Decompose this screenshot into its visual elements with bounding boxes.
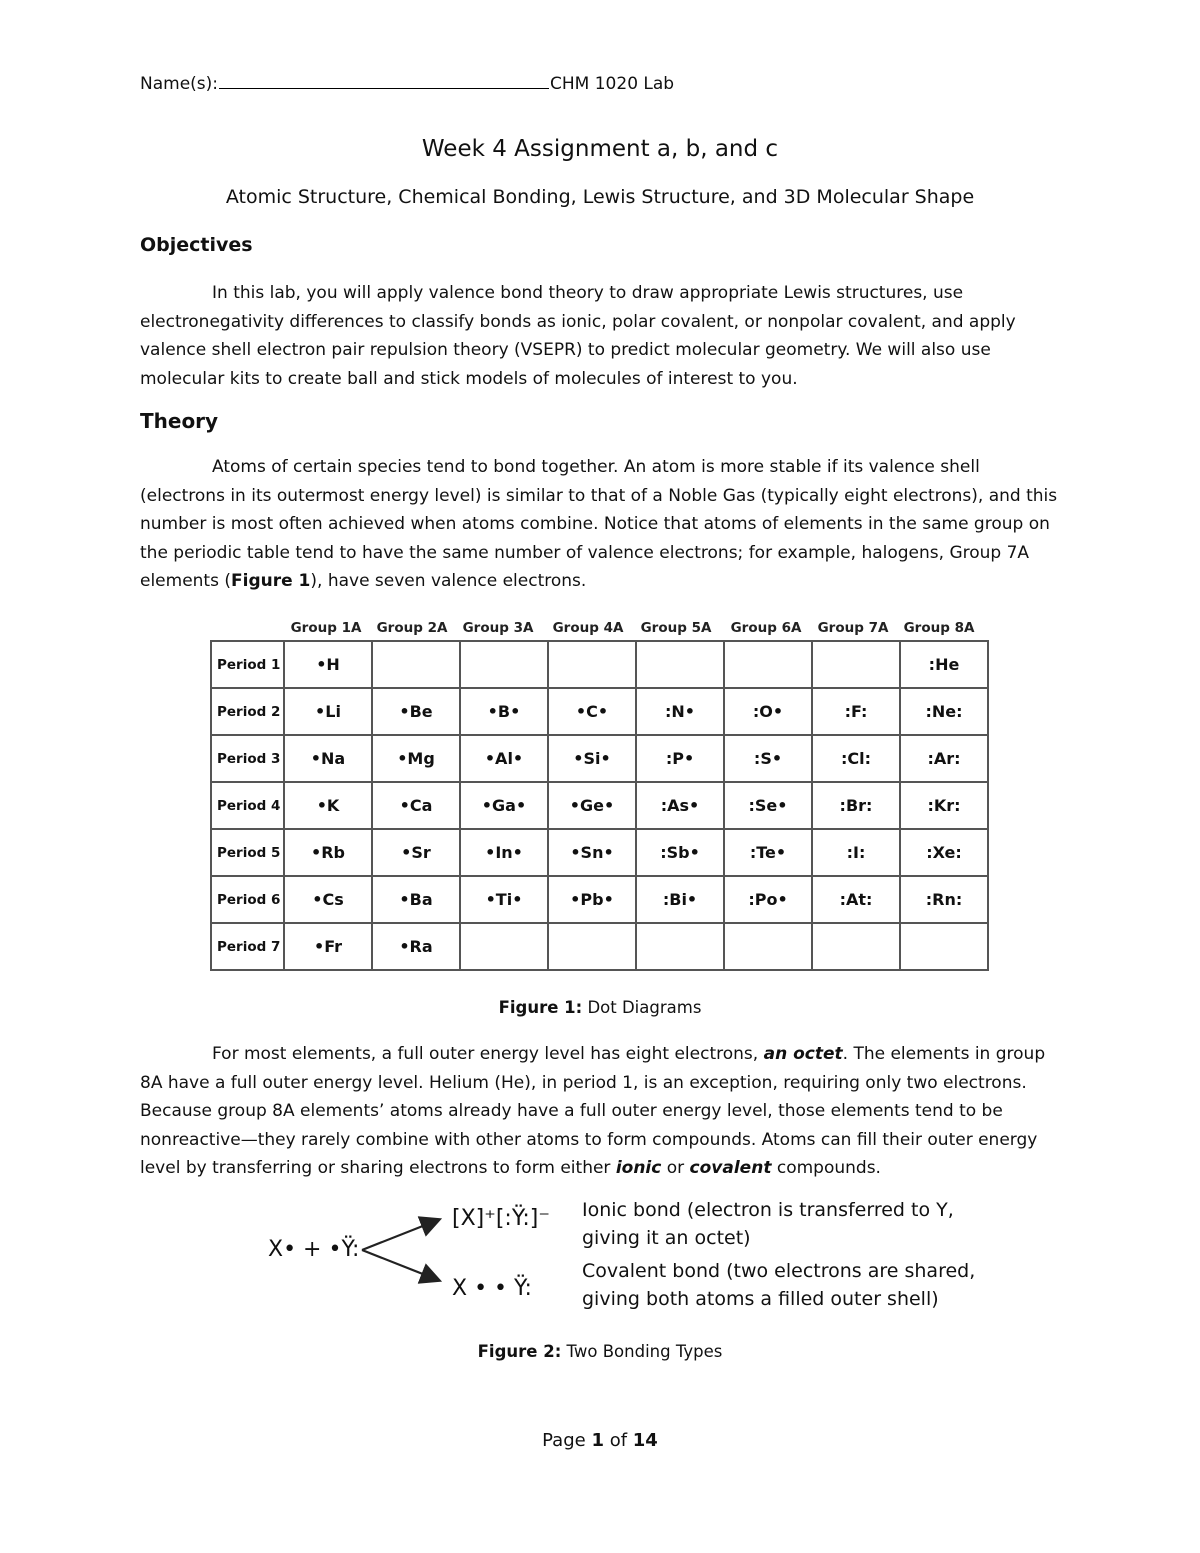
element-dot-cell bbox=[460, 641, 548, 688]
element-symbol: :F: bbox=[844, 702, 868, 721]
element-symbol: :Cl: bbox=[840, 749, 872, 768]
element-symbol: :At: bbox=[839, 890, 873, 909]
element-symbol: •Al• bbox=[484, 749, 524, 768]
course-label: CHM 1020 Lab bbox=[550, 74, 675, 94]
ionic-term: ionic bbox=[615, 1158, 662, 1179]
element-symbol: :Br: bbox=[839, 796, 873, 815]
arrow-to-ionic bbox=[362, 1220, 438, 1250]
element-dot-cell bbox=[372, 688, 460, 735]
element-symbol: :Ne: bbox=[925, 702, 963, 721]
element-dot-cell bbox=[636, 641, 724, 688]
figure-2-caption bbox=[0, 1342, 1200, 1361]
caption-text: Dot Diagrams bbox=[582, 998, 702, 1017]
theory-paragraph-1 bbox=[140, 453, 1060, 596]
theory-paragraph-2 bbox=[140, 1040, 1060, 1183]
element-symbol: :Rn: bbox=[925, 890, 963, 909]
element-dot-cell bbox=[812, 688, 900, 735]
group-label: Group 1A bbox=[290, 620, 362, 636]
period-label: Period 4 bbox=[211, 782, 284, 829]
element-symbol: :He bbox=[928, 655, 960, 674]
element-dot-cell bbox=[460, 688, 548, 735]
element-dot-cell bbox=[636, 782, 724, 829]
element-symbol: •Ca bbox=[399, 796, 433, 815]
period-row bbox=[211, 641, 988, 688]
element-dot-cell bbox=[812, 641, 900, 688]
element-symbol: •B• bbox=[487, 702, 521, 721]
element-symbol: :Bi• bbox=[662, 890, 698, 909]
element-symbol: •Ge• bbox=[569, 796, 615, 815]
element-dot-cell bbox=[812, 735, 900, 782]
element-symbol: •Na bbox=[310, 749, 346, 768]
element-dot-cell bbox=[900, 735, 988, 782]
element-dot-cell bbox=[372, 735, 460, 782]
ionic-note-line: Ionic bond (electron is transferred to Y, bbox=[582, 1199, 954, 1221]
element-dot-cell bbox=[724, 923, 812, 970]
element-symbol: :Kr: bbox=[927, 796, 961, 815]
period-label: Period 5 bbox=[211, 829, 284, 876]
period-label: Period 6 bbox=[211, 876, 284, 923]
element-dot-cell bbox=[900, 829, 988, 876]
arrow-to-covalent bbox=[362, 1250, 438, 1280]
element-symbol: •C• bbox=[575, 702, 609, 721]
element-dot-cell bbox=[460, 923, 548, 970]
element-dot-cell bbox=[372, 876, 460, 923]
element-symbol: :O• bbox=[752, 702, 784, 721]
element-symbol: :Te• bbox=[749, 843, 787, 862]
element-symbol: •Li bbox=[315, 702, 341, 721]
period-row bbox=[211, 923, 988, 970]
element-dot-cell bbox=[636, 688, 724, 735]
ionic-product: [X]⁺[:Ÿ:]⁻ bbox=[452, 1206, 550, 1231]
element-dot-cell bbox=[548, 829, 636, 876]
theory-heading: Theory bbox=[140, 409, 219, 433]
name-blank-line[interactable] bbox=[219, 72, 549, 89]
group-label: Group 5A bbox=[640, 620, 712, 636]
total-pages: 14 bbox=[632, 1430, 658, 1451]
element-dot-cell bbox=[724, 641, 812, 688]
element-dot-cell bbox=[812, 923, 900, 970]
element-dot-cell bbox=[900, 923, 988, 970]
document-subtitle: Atomic Structure, Chemical Bonding, Lewis Structure, and 3D Molecular Shape bbox=[225, 186, 975, 208]
element-symbol: :Ar: bbox=[927, 749, 961, 768]
ionic-note-line: giving it an octet) bbox=[582, 1227, 751, 1249]
element-symbol: •Ba bbox=[399, 890, 433, 909]
element-symbol: •Mg bbox=[397, 749, 435, 768]
objectives-heading: Objectives bbox=[140, 234, 253, 256]
element-symbol: :Po• bbox=[748, 890, 788, 909]
element-symbol: :Sb• bbox=[660, 843, 700, 862]
element-dot-cell bbox=[284, 923, 372, 970]
element-symbol: :N• bbox=[664, 702, 695, 721]
element-dot-cell bbox=[636, 829, 724, 876]
element-dot-cell bbox=[284, 829, 372, 876]
period-label: Period 2 bbox=[211, 688, 284, 735]
theory-text: . The elements in group 8A have a full outer energy level. Helium (He), in period 1, is an exception, requiring only two electrons. Because group 8A elements’ atoms already have a full outer energy level, those elements tend to be nonreactive—they rarely combine with other atoms to form compounds. Atoms can fill their outer energy level by transferring or sharing electrons to form either bbox=[140, 1044, 1046, 1179]
covalent-note-line: Covalent bond (two electrons are shared, bbox=[582, 1260, 976, 1282]
element-dot-cell bbox=[900, 876, 988, 923]
ionic-note bbox=[582, 1196, 954, 1252]
element-symbol: :Se• bbox=[748, 796, 788, 815]
figure-1-reference: Figure 1 bbox=[231, 571, 311, 592]
element-dot-cell bbox=[284, 782, 372, 829]
objectives-paragraph bbox=[140, 279, 1060, 393]
element-dot-cell bbox=[900, 688, 988, 735]
reaction-arrows bbox=[358, 1210, 448, 1290]
period-row bbox=[211, 735, 988, 782]
element-dot-cell bbox=[724, 688, 812, 735]
element-dot-cell bbox=[724, 829, 812, 876]
element-dot-cell bbox=[636, 923, 724, 970]
group-label: Group 7A bbox=[817, 620, 889, 636]
element-symbol: •K bbox=[316, 796, 340, 815]
element-dot-cell bbox=[900, 782, 988, 829]
group-label: Group 2A bbox=[376, 620, 448, 636]
element-dot-cell bbox=[460, 876, 548, 923]
element-symbol: •Ga• bbox=[481, 796, 527, 815]
page-number bbox=[0, 1430, 1200, 1451]
reactants-expression: X• + •Ÿ: bbox=[268, 1237, 360, 1262]
theory-text: For most elements, a full outer energy level has eight electrons, bbox=[212, 1044, 764, 1064]
element-dot-cell bbox=[812, 876, 900, 923]
element-symbol: :S• bbox=[753, 749, 783, 768]
element-symbol: •Cs bbox=[312, 890, 344, 909]
document-title: Week 4 Assignment a, b, and c bbox=[421, 136, 779, 162]
element-dot-cell bbox=[636, 735, 724, 782]
objectives-text: In this lab, you will apply valence bond theory to draw appropriate Lewis structures, use electronegativity differences to classify bonds as ionic, polar covalent, or nonpolar covalent, and apply valence shell electron pair repulsion theory (VSEPR) to predict molecular geometry. We will also use molecular kits to create ball and stick models of molecules of interest to you. bbox=[140, 283, 1016, 389]
period-row bbox=[211, 876, 988, 923]
element-dot-cell bbox=[724, 735, 812, 782]
period-label: Period 3 bbox=[211, 735, 284, 782]
element-dot-cell bbox=[548, 641, 636, 688]
period-row bbox=[211, 782, 988, 829]
figure-1-caption bbox=[0, 998, 1200, 1017]
element-symbol: •Pb• bbox=[570, 890, 614, 909]
group-label: Group 3A bbox=[462, 620, 534, 636]
element-dot-cell bbox=[548, 735, 636, 782]
dot-diagram-table bbox=[210, 640, 989, 971]
element-symbol: •Ti• bbox=[485, 890, 523, 909]
page-header bbox=[140, 72, 674, 94]
element-dot-cell bbox=[636, 876, 724, 923]
element-dot-cell bbox=[460, 829, 548, 876]
element-symbol: •Ra bbox=[399, 937, 433, 956]
element-dot-cell bbox=[460, 735, 548, 782]
element-symbol: •Be bbox=[399, 702, 433, 721]
period-label: Period 1 bbox=[211, 641, 284, 688]
element-symbol: •In• bbox=[485, 843, 523, 862]
covalent-note bbox=[582, 1257, 975, 1313]
element-dot-cell bbox=[548, 688, 636, 735]
element-symbol: •Fr bbox=[313, 937, 343, 956]
group-label: Group 4A bbox=[552, 620, 624, 636]
current-page: 1 bbox=[591, 1430, 604, 1451]
element-dot-cell bbox=[372, 782, 460, 829]
element-dot-cell bbox=[372, 829, 460, 876]
element-symbol: :P• bbox=[665, 749, 695, 768]
element-dot-cell bbox=[812, 782, 900, 829]
group-label: Group 8A bbox=[903, 620, 975, 636]
element-dot-cell bbox=[548, 782, 636, 829]
element-dot-cell bbox=[284, 688, 372, 735]
element-symbol: •Sn• bbox=[570, 843, 614, 862]
caption-label: Figure 2: bbox=[477, 1342, 562, 1361]
element-dot-cell bbox=[548, 923, 636, 970]
element-dot-cell bbox=[284, 641, 372, 688]
element-dot-cell bbox=[900, 641, 988, 688]
period-label: Period 7 bbox=[211, 923, 284, 970]
theory-text: compounds. bbox=[771, 1158, 881, 1179]
theory-text: Atoms of certain species tend to bond together. An atom is more stable if its valence shell (electrons in its outermost energy level) is similar to that of a Noble Gas (typically eight electrons), and this number is most often achieved when atoms combine. Notice that atoms of elements in the same group on the periodic table tend to have the same number of valence electrons; for example, halogens, Group 7A elements ( bbox=[140, 457, 1058, 592]
page-of: of bbox=[603, 1430, 633, 1451]
covalent-term: covalent bbox=[689, 1158, 772, 1179]
element-dot-cell bbox=[284, 876, 372, 923]
element-dot-cell bbox=[372, 641, 460, 688]
element-dot-cell bbox=[460, 782, 548, 829]
element-dot-cell bbox=[284, 735, 372, 782]
element-symbol: •Si• bbox=[573, 749, 611, 768]
element-symbol: •Rb bbox=[311, 843, 345, 862]
element-symbol: :I: bbox=[846, 843, 866, 862]
element-symbol: •H bbox=[316, 655, 340, 674]
element-symbol: :As• bbox=[660, 796, 700, 815]
octet-term: an octet bbox=[763, 1044, 843, 1064]
element-symbol: :Xe: bbox=[926, 843, 962, 862]
covalent-product: X • • Ÿ: bbox=[452, 1276, 532, 1301]
caption-text: Two Bonding Types bbox=[561, 1342, 723, 1361]
period-row bbox=[211, 829, 988, 876]
name-label: Name(s): bbox=[140, 74, 219, 94]
theory-text: ), have seven valence electrons. bbox=[310, 571, 587, 592]
period-row bbox=[211, 688, 988, 735]
page-prefix: Page bbox=[542, 1430, 592, 1451]
caption-label: Figure 1: bbox=[498, 998, 583, 1017]
theory-text: or bbox=[661, 1158, 690, 1179]
element-symbol: •Sr bbox=[401, 843, 431, 862]
element-dot-cell bbox=[724, 782, 812, 829]
element-dot-cell bbox=[812, 829, 900, 876]
element-dot-cell bbox=[724, 876, 812, 923]
group-label: Group 6A bbox=[730, 620, 802, 636]
element-dot-cell bbox=[372, 923, 460, 970]
covalent-note-line: giving both atoms a filled outer shell) bbox=[582, 1288, 939, 1310]
element-dot-cell bbox=[548, 876, 636, 923]
